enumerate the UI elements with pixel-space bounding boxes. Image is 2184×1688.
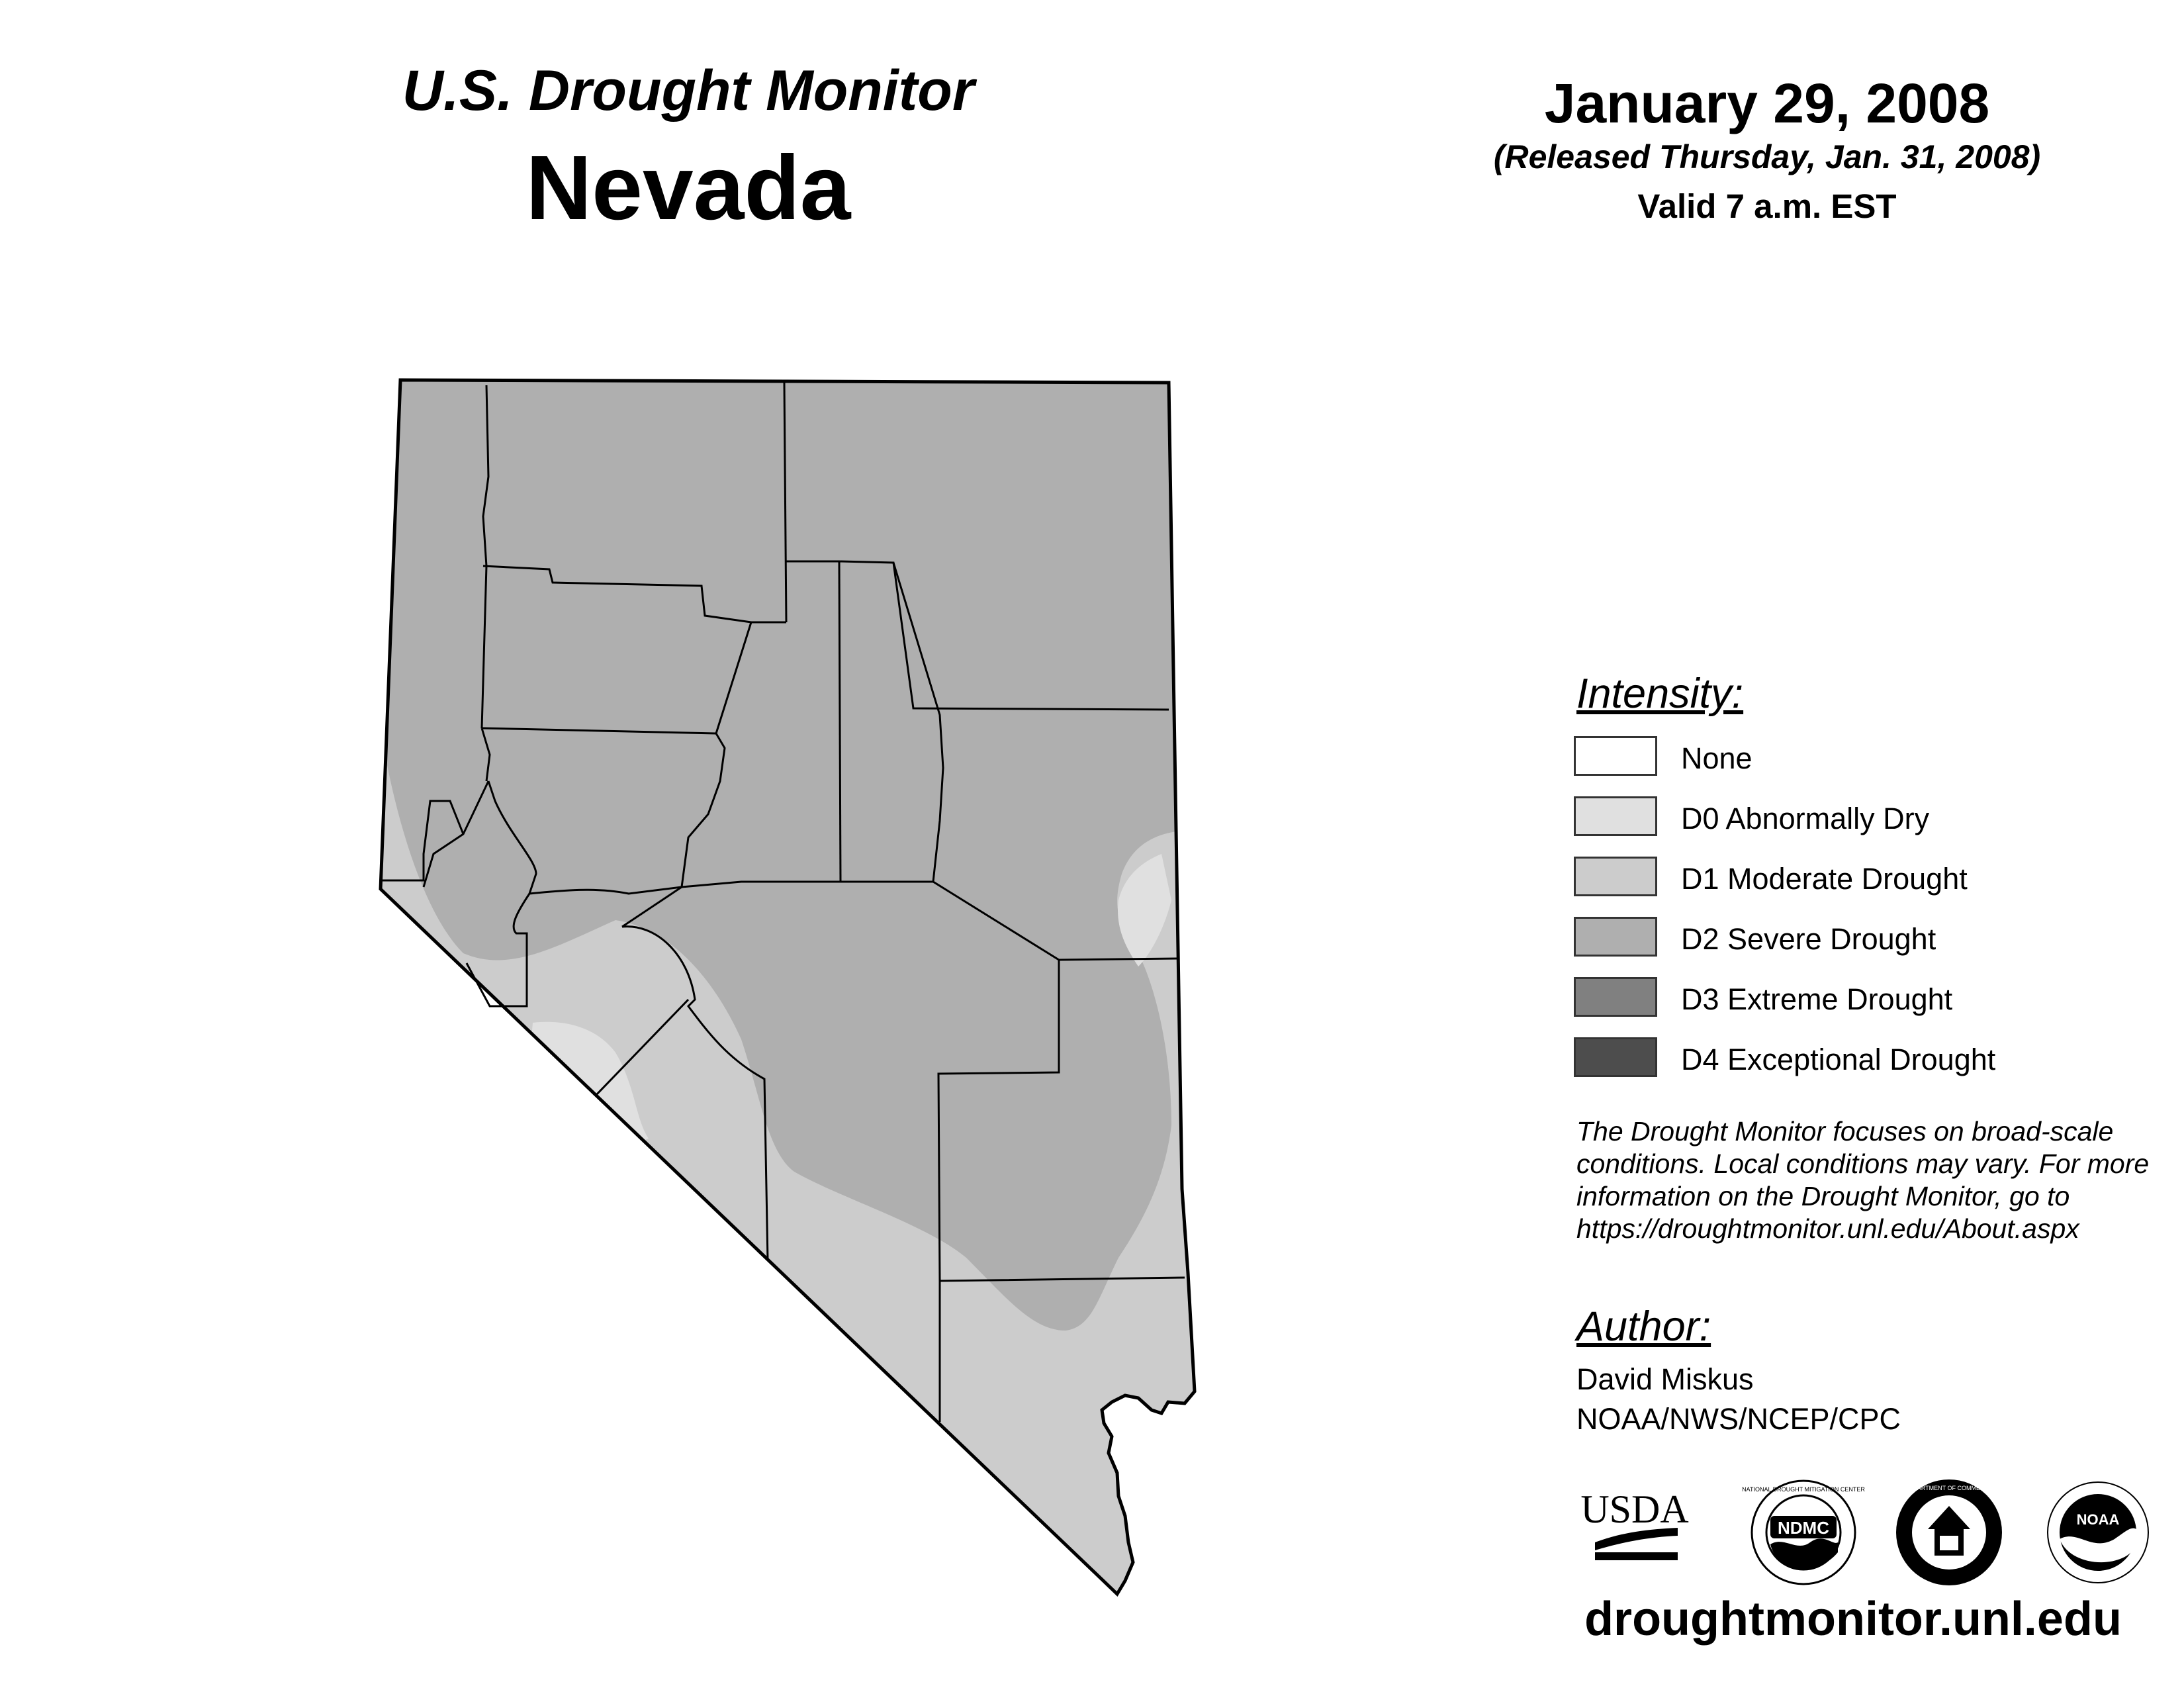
map-title: U.S. Drought Monitor [402,59,975,122]
noaa-logo [2048,1482,2148,1583]
legend-label: D4 Exceptional Drought [1681,1043,1996,1076]
ndmc-ring-text: NATIONAL DROUGHT MITIGATION CENTER [1742,1486,1865,1493]
author-organization: NOAA/NWS/NCEP/CPC [1576,1402,1901,1436]
department-of-commerce-seal [1896,1479,2002,1585]
author-heading: Author: [1576,1303,1711,1350]
disclaimer-text: The Drought Monitor focuses on broad-scale conditions. Local conditions may vary. For more information on the Drought Monitor, go to https://droughtmonitor.unl.edu/About.aspx [1576,1116,2150,1244]
svg-text:NDMC: NDMC [1778,1518,1829,1538]
legend-swatch [1574,917,1657,957]
agency-logos [1575,1470,2171,1595]
legend-label: D1 Moderate Drought [1681,862,1968,896]
map-date: January 29, 2008 [1544,72,1990,134]
legend-swatch [1574,1037,1657,1077]
author-name: David Miskus [1576,1362,1754,1396]
legend-label: D2 Severe Drought [1681,922,1936,956]
legend-label: D3 Extreme Drought [1681,982,1953,1016]
svg-text:NOAA: NOAA [2076,1511,2120,1528]
legend-title: Intensity: [1576,671,1744,717]
legend-swatch [1574,857,1657,896]
doc-ring-text: DEPARTMENT OF COMMERCE [1905,1485,1993,1491]
svg-text:USDA: USDA [1580,1487,1689,1531]
usda-logo [1580,1487,1688,1560]
legend-swatch [1574,736,1657,776]
release-date: (Released Thursday, Jan. 31, 2008) [1493,138,2041,175]
legend-label: D0 Abnormally Dry [1681,802,1930,835]
website-url[interactable]: droughtmonitor.unl.edu [1584,1593,2122,1646]
legend-swatch [1574,796,1657,836]
legend-swatch [1574,977,1657,1017]
state-name: Nevada [525,137,851,239]
ndmc-logo [1742,1481,1865,1584]
valid-time: Valid 7 a.m. EST [1637,187,1897,225]
legend-label: None [1681,741,1752,775]
